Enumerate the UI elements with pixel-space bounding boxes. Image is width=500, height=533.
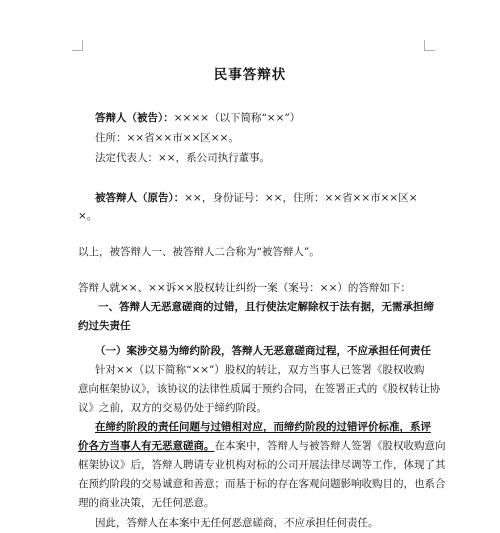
text-segment: 被答辩人（原告）：	[95, 192, 185, 204]
text-segment: 住所：××省××市××区××。	[95, 132, 239, 144]
text-line	[78, 458, 446, 473]
text-line	[78, 477, 446, 492]
text-line	[78, 439, 446, 454]
text-segment: （一）案涉交易为缔约阶段，答辩人无恶意磋商过程，不应承担任何责任	[95, 345, 431, 357]
text-segment: 框架协议》后，答辩人聘请专业机构对标的公司开展法律尽调等工作，体现了其	[78, 459, 446, 471]
text-line	[78, 496, 438, 511]
text-line	[78, 191, 455, 206]
text-line	[78, 281, 438, 296]
text-segment: 约过失责任	[78, 320, 131, 332]
text-segment: 答辩人（被告）：	[95, 112, 174, 124]
text-segment: ×。	[78, 210, 98, 222]
text-line	[78, 111, 455, 126]
text-segment: 议》之前，双方的交易仍处于缔约阶段。	[78, 402, 267, 414]
text-line	[78, 344, 455, 359]
text-line	[78, 300, 458, 315]
text-segment: 在缔约阶段的责任问题与过错相对应，而缔约阶段的过错评价标准，系评	[95, 421, 431, 433]
document-title: 民事答辩状	[213, 67, 287, 83]
text-line	[78, 319, 438, 334]
text-line	[78, 131, 455, 146]
text-line	[78, 245, 438, 260]
text-segment: 答辩人就××、××诉××股权转让纠纷一案（案号：××）的答辩如下：	[78, 282, 411, 294]
text-segment: 因此，答辩人在本案中无任何恶意磋商，不应承担任何责任。	[95, 517, 379, 529]
text-line	[78, 516, 455, 531]
text-line	[78, 420, 455, 435]
text-segment: 针对××（以下简称“××”）股权的转让，双方当事人已签署《股权收购	[95, 364, 425, 376]
text-segment: 意向框架协议》，该协议的法律性质属于预约合同，在签署正式的《股权转让协	[78, 383, 441, 395]
text-line	[78, 401, 438, 416]
text-segment: ××××（以下简称“××”）	[173, 112, 301, 124]
text-line	[78, 382, 441, 397]
text-line	[78, 363, 455, 378]
text-segment: 理的商业决策，无任何恶意。	[78, 497, 215, 509]
text-segment: 在预约阶段的交易诚意和善意；而基于标的存在客观问题影响收购目的，也系合	[78, 478, 446, 490]
crop-mark-top-right	[424, 40, 435, 51]
text-segment: 法定代表人：××，系公司执行董事。	[95, 152, 271, 164]
text-line	[78, 151, 455, 166]
text-segment: 一、答辩人无恶意磋商的过错，且行使法定解除权于法有据，无需承担缔	[98, 301, 434, 313]
crop-mark-top-left	[72, 40, 83, 51]
text-segment: ××，身份证号：××，住所：××省××市××区×	[184, 192, 418, 204]
text-segment: 以上，被答辩人一、被答辩人二合称为“被答辩人”。	[78, 246, 320, 258]
text-line	[78, 209, 438, 224]
text-segment: 在本案中，答辩人与被答辩人签署《股权收购意向	[214, 440, 446, 452]
text-segment: 价各方当事人有无恶意磋商。	[78, 440, 215, 452]
